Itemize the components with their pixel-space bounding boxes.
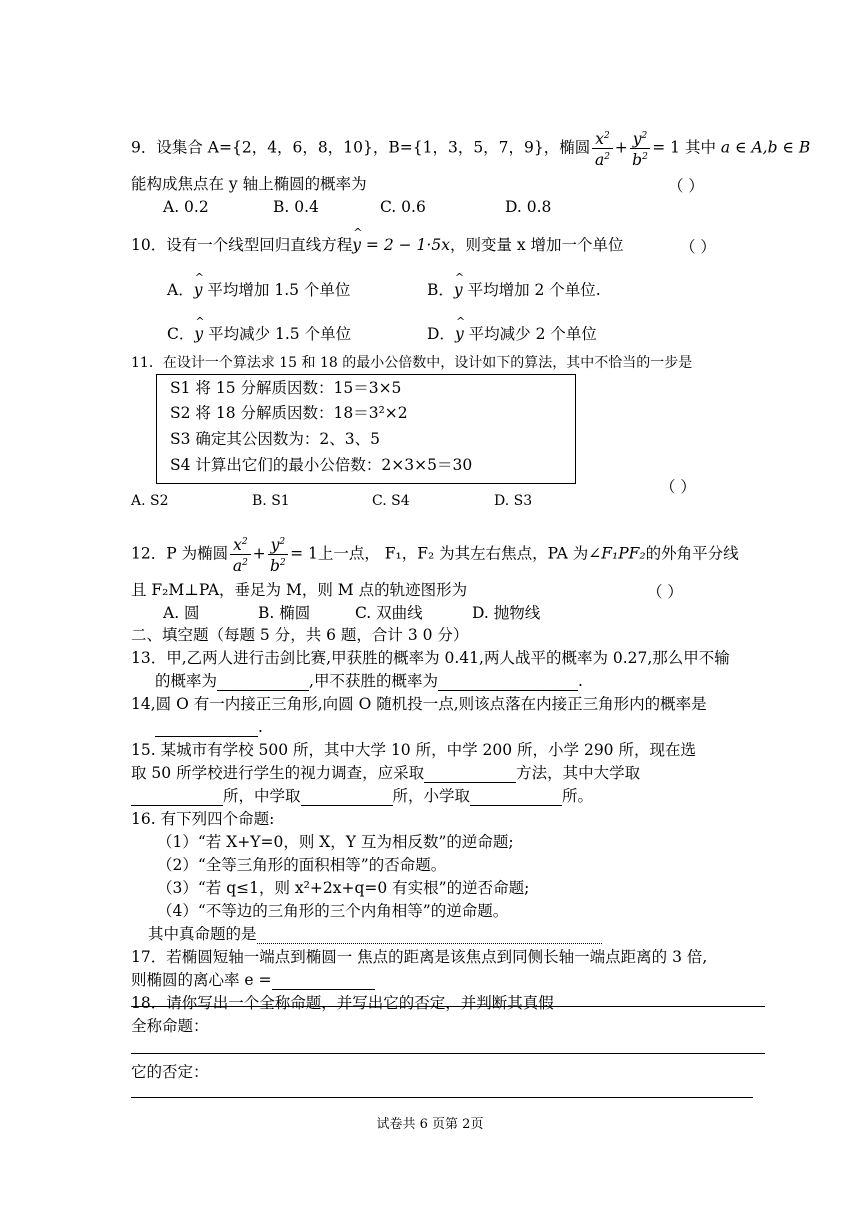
- q15-blank-method[interactable]: [424, 766, 516, 783]
- q15-line1: 15. 某城市有学校 500 所，其中大学 10 所，中学 200 所，小学 290 所，现在选: [131, 741, 696, 759]
- q11-step-4: S4 计算出它们的最小公倍数：2×3×5＝30: [170, 456, 473, 474]
- q10-equation: = 2 − 1·5x: [361, 236, 450, 254]
- q12-option-c: C. 双曲线: [355, 604, 423, 622]
- q13-line1: 13．甲,乙两人进行击剑比赛,甲获胜的概率为 0.41,两人战平的概率为 0.27,那么甲不输: [131, 649, 730, 667]
- q11-answer-paren: （ ）: [660, 478, 696, 496]
- section-title-fill-in: 二、填空题（每题 5 分，共 6 题，合计 3 0 分）: [131, 626, 469, 644]
- q18-rule-1: [131, 1006, 765, 1007]
- q10-option-b: B．^ y 平均增加 2 个单位.: [427, 280, 601, 300]
- q11-step-2: S2 将 18 分解质因数：18＝3²×2: [170, 404, 408, 422]
- q16-item-1: （1）“若 X+Y=0，则 X，Y 互为相反数”的逆命题;: [157, 833, 514, 851]
- q10-line1: 10．设有一个线型回归直线方程^ y = 2 − 1·5x，则变量 x 增加一个单位: [131, 235, 624, 255]
- q9-option-c: C. 0.6: [380, 198, 426, 216]
- q11-option-c: C. S4: [372, 493, 410, 509]
- q11-step-3: S3 确定其公因数为：2、3、5: [170, 430, 380, 448]
- q10-option-c: C．^ y 平均减少 1.5 个单位: [167, 324, 351, 344]
- q14-line1: 14,圆 O 有一内接正三角形,向圆 O 随机投一点,则该点落在内接正三角形内的概率是: [131, 695, 707, 713]
- q11-option-d: D. S3: [494, 493, 533, 509]
- q15-blank-primary[interactable]: [470, 789, 562, 806]
- q18-line1: 18．请你写出一个全称命题，并写出它的否定，并判断其真假: [131, 994, 554, 1012]
- q15-line3: 所，中学取 所，小学取 所。: [131, 786, 593, 806]
- q13-blank-2[interactable]: [438, 674, 578, 691]
- ellipse-fraction-y: $\frac{y^2}{b^2}$: [630, 128, 651, 169]
- q11-text: 11．在设计一个算法求 15 和 18 的最小公倍数中，设计如下的算法，其中不恰当的一步是: [131, 355, 693, 371]
- q9-answer-paren: （ ）: [668, 177, 704, 195]
- q18-universal-label: 全称命题：: [131, 1017, 209, 1035]
- q18-negation-label: 它的否定：: [131, 1063, 209, 1081]
- q11-option-b: B. S1: [252, 493, 290, 509]
- q13-line2: 的概率为 ,甲不获胜的概率为 .: [155, 672, 583, 690]
- q10-option-a: A．^ y 平均增加 1.5 个单位: [167, 280, 350, 300]
- q12-angle: ∠F₁PF₂: [588, 544, 646, 563]
- q16-item-3: （3）“若 q≤1，则 x²+2x+q=0 有实根”的逆否命题;: [157, 879, 530, 897]
- q16-answer: 其中真命题的是: [148, 924, 602, 944]
- q11-option-a: A. S2: [131, 493, 169, 509]
- q12-answer-paren: （ ）: [647, 583, 683, 601]
- q18-answer-line-1[interactable]: [131, 1053, 765, 1054]
- q12-option-b: B. 椭圆: [258, 604, 311, 622]
- q13-blank-1[interactable]: [217, 674, 309, 691]
- q9-line1: 9．设集合 A={2，4，6，8，10}，B={1，3，5，7，9}，椭圆 $\frac{x^2}{a^2}$ + $\frac{y^2}{b^2}$ = 1 其中 a ∈ A,b ∈ B: [131, 128, 810, 169]
- q17-blank[interactable]: [272, 973, 375, 990]
- q18-answer-line-2[interactable]: [131, 1097, 753, 1098]
- q16-item-4: （4）“不等边的三角形的三个内角相等”的逆命题。: [157, 902, 509, 920]
- q15-blank-middle[interactable]: [301, 789, 393, 806]
- q12-option-a: A. 圆: [163, 604, 200, 622]
- ellipse-fraction-x: $\frac{x^2}{a^2}$: [592, 128, 612, 169]
- q12-fraction-y: $\frac{y^2}{b^2}$: [268, 534, 289, 575]
- q9-option-d: D. 0.8: [505, 198, 552, 216]
- q15-blank-university[interactable]: [131, 789, 223, 806]
- q11-step-1: S1 将 15 分解质因数：15＝3×5: [170, 379, 402, 397]
- q16-blank[interactable]: [257, 927, 602, 944]
- q15-line2: 取 50 所学校进行学生的视力调查，应采取 方法，其中大学取: [131, 764, 641, 782]
- page-footer: 试卷共 6 页第 2页: [376, 1117, 484, 1132]
- q14-blank[interactable]: [155, 720, 258, 737]
- q16-item-2: （2）“全等三角形的面积相等”的否命题。: [157, 856, 447, 874]
- q9-option-b: B. 0.4: [273, 198, 319, 216]
- q12-option-d: D. 抛物线: [472, 604, 541, 622]
- q10-option-d: D．^ y 平均减少 2 个单位: [427, 324, 597, 344]
- q12-line2: 且 F₂M⊥PA，垂足为 M，则 M 点的轨迹图形为: [131, 581, 468, 599]
- q9-line2: 能构成焦点在 y 轴上椭圆的概率为: [131, 175, 367, 193]
- q17-line1: 17．若椭圆短轴一端点到椭圆一 焦点的距离是该焦点到同侧长轴一端点距离的 3 倍,: [131, 948, 708, 966]
- q17-line2: 则椭圆的离心率 e =: [131, 970, 375, 990]
- q16-title: 16. 有下列四个命题:: [131, 810, 275, 828]
- q9-option-a: A. 0.2: [163, 198, 209, 216]
- q12-line1: 12．P 为椭圆 $\frac{x^2}{a^2}$ + $\frac{y^2}{b^2}$ = 1上一点， F₁，F₂ 为其左右焦点，PA 为∠F₁PF₂的外角平分线: [131, 534, 739, 575]
- q12-fraction-x: $\frac{x^2}{a^2}$: [230, 534, 250, 575]
- q10-answer-paren: （ ）: [680, 238, 716, 256]
- q14-line2: .: [155, 717, 263, 737]
- q9-condition: a ∈ A,b ∈ B: [720, 138, 811, 157]
- q9-text: 9．设集合 A={2，4，6，8，10}，B={1，3，5，7，9}，椭圆: [131, 138, 591, 157]
